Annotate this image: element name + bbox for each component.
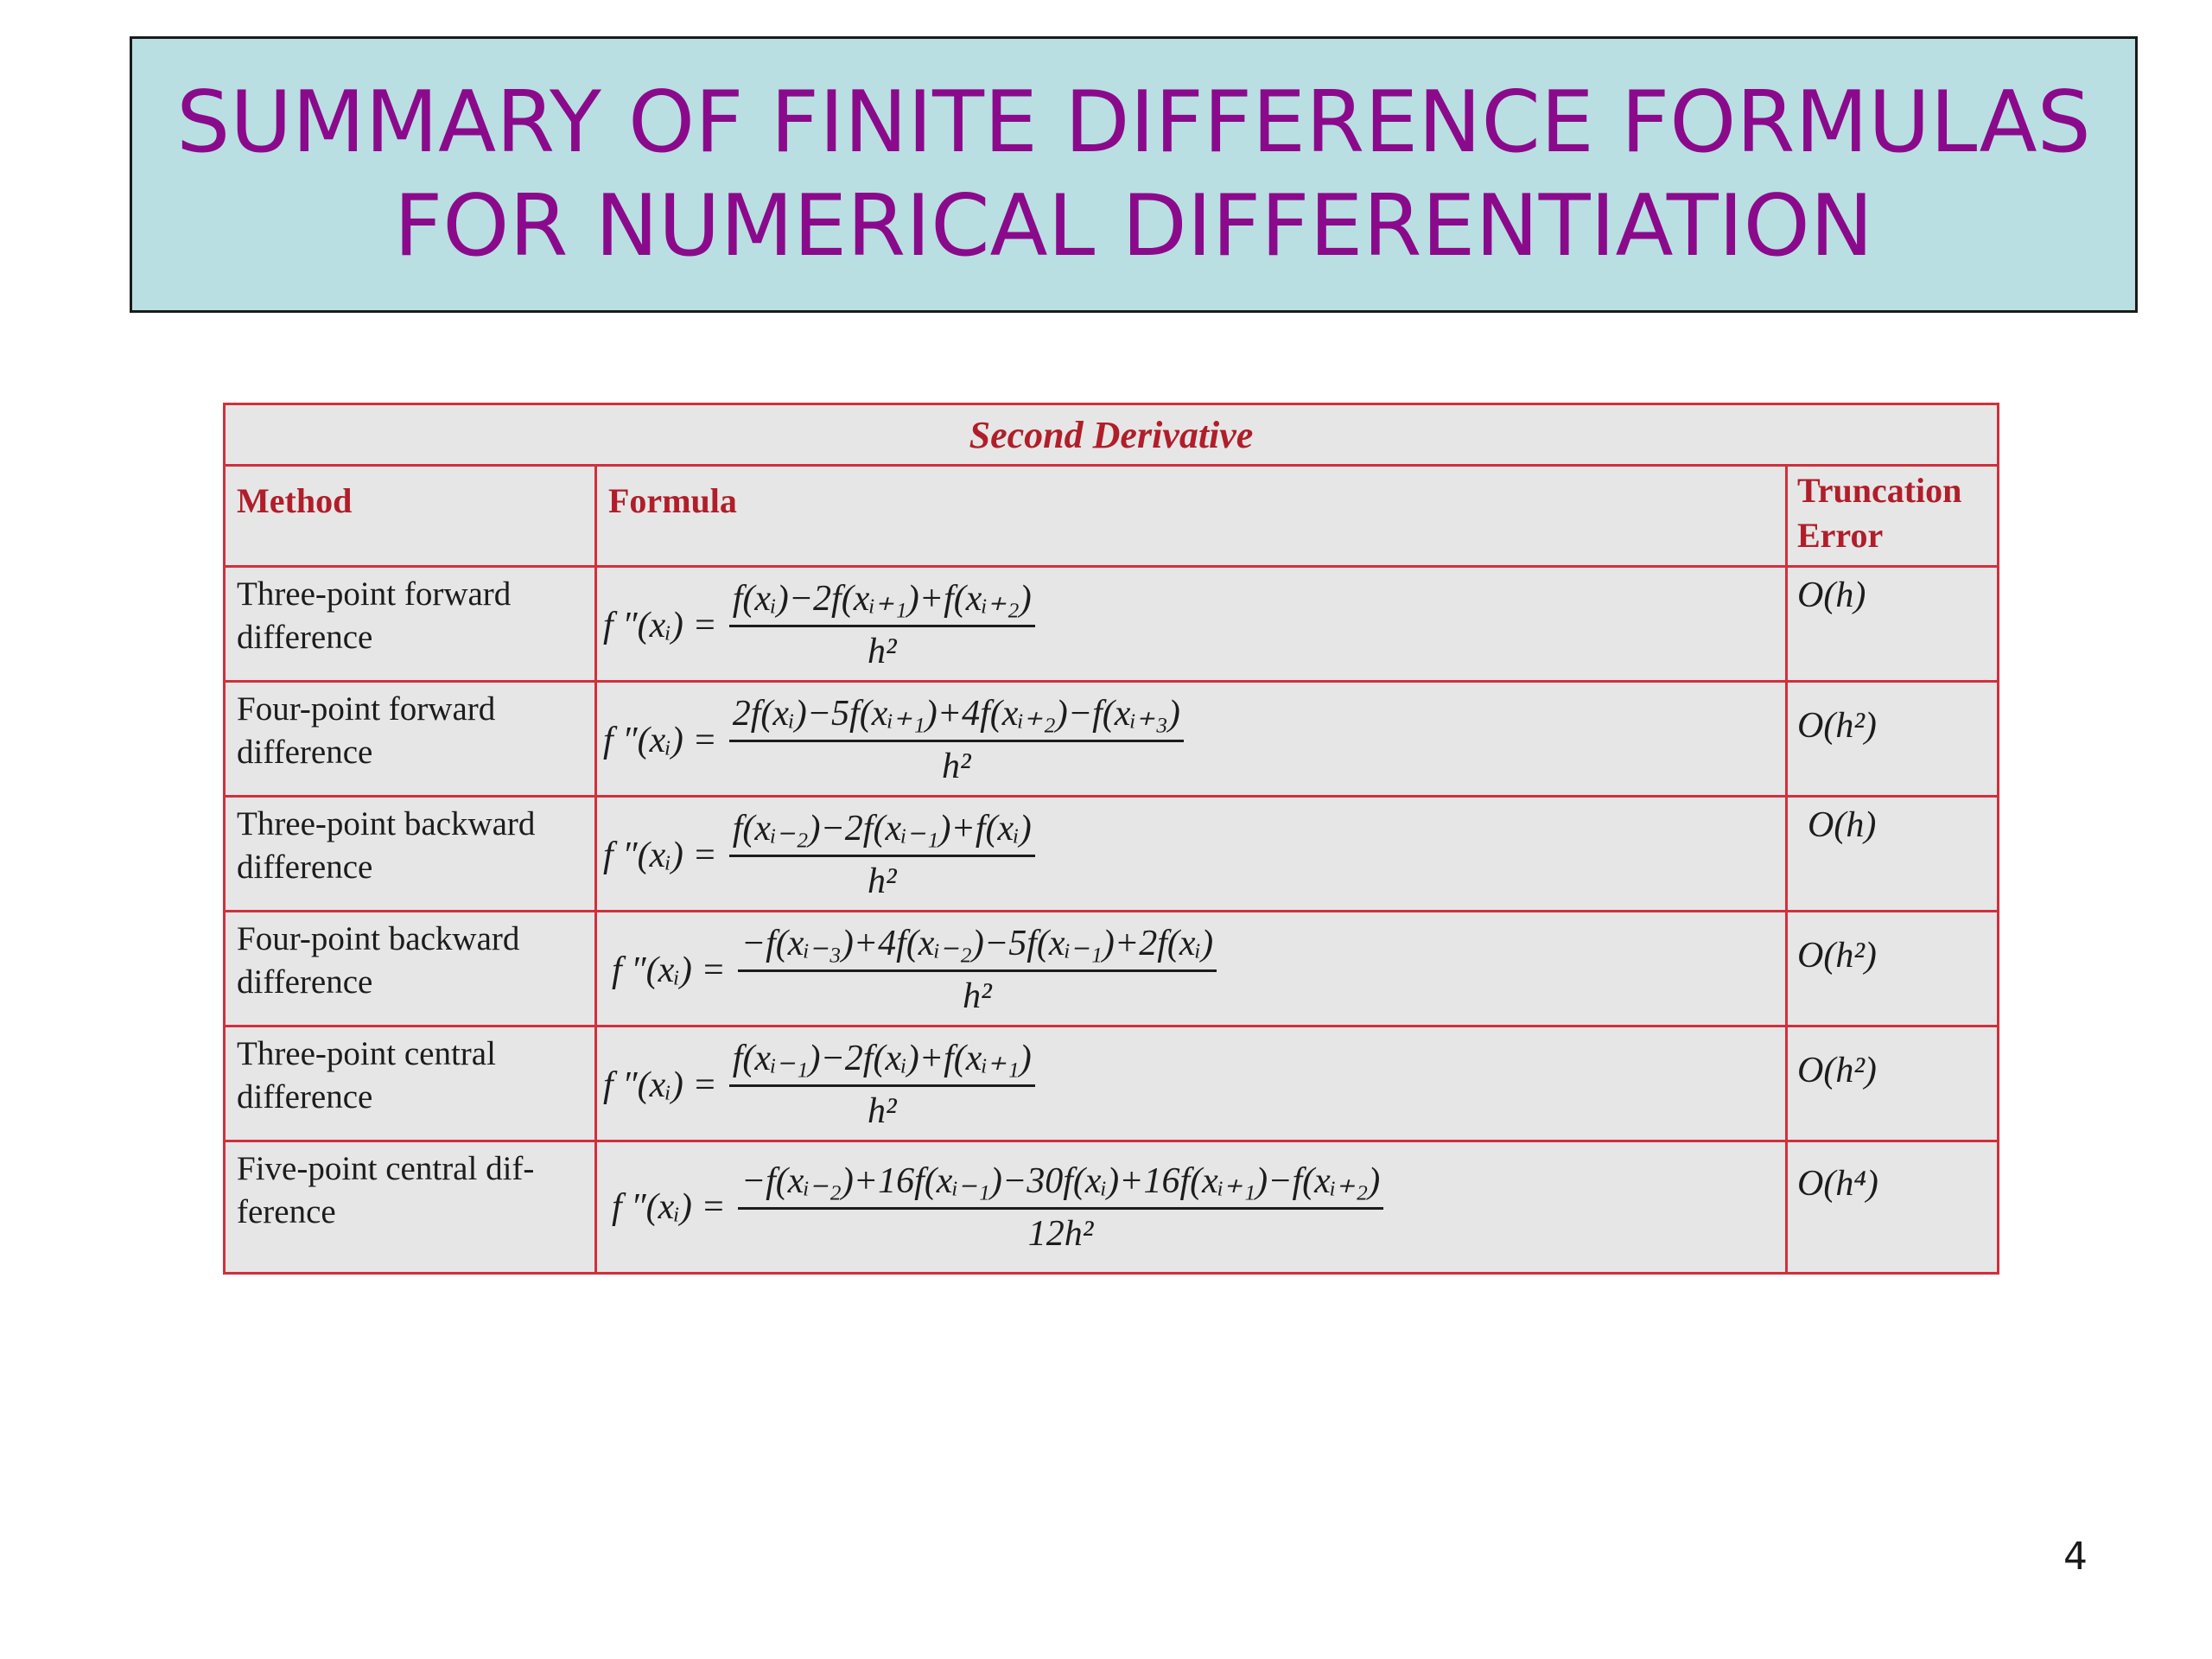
table-caption: Second Derivative <box>969 414 1254 456</box>
title-box <box>130 36 2138 313</box>
formula-denominator: h² <box>963 976 992 1016</box>
table-rule <box>223 1272 1999 1274</box>
truncation-error: O(h) <box>1797 575 1866 615</box>
method-cell <box>237 1033 591 1119</box>
method-line: Three-point backward <box>237 805 536 842</box>
formula-numerator: f(xᵢ)−2f(xᵢ₊₁)+f(xᵢ₊₂) <box>729 576 1035 627</box>
method-line: Three-point central <box>237 1035 496 1072</box>
formula-lhs: f ″(xᵢ) = <box>612 950 726 990</box>
truncation-error: O(h⁴) <box>1797 1164 1878 1204</box>
formula-fraction <box>729 1036 1035 1134</box>
formula-denominator: h² <box>867 632 897 671</box>
page-number: 4 <box>2063 1535 2088 1579</box>
second-derivative-table <box>223 403 1999 1275</box>
formula-lhs: f ″(xᵢ) = <box>603 720 717 760</box>
method-line: difference <box>237 619 373 656</box>
formula-lhs: f ″(xᵢ) = <box>603 1065 717 1105</box>
table-rule <box>223 403 1999 405</box>
method-cell <box>237 688 591 774</box>
formula-numerator: −f(xᵢ₋₃)+4f(xᵢ₋₂)−5f(xᵢ₋₁)+2f(xᵢ) <box>738 921 1217 972</box>
formula-lhs: f ″(xᵢ) = <box>603 605 717 645</box>
table-row <box>223 1142 1999 1272</box>
truncation-error: O(h²) <box>1797 706 1877 746</box>
formula-numerator: 2f(xᵢ)−5f(xᵢ₊₁)+4f(xᵢ₊₂)−f(xᵢ₊₃) <box>729 691 1184 742</box>
formula-denominator: h² <box>942 747 971 786</box>
formula-cell <box>612 1142 1383 1272</box>
formula-lhs: f ″(xᵢ) = <box>603 835 717 875</box>
method-line: difference <box>237 849 373 886</box>
truncation-error: O(h²) <box>1797 1051 1877 1090</box>
formula-fraction <box>729 806 1035 904</box>
header-error-line1: Truncation <box>1797 471 1962 510</box>
formula-denominator: h² <box>867 861 897 901</box>
formula-denominator: h² <box>867 1091 897 1131</box>
formula-cell <box>612 912 1217 1027</box>
title-line-2: FOR NUMERICAL DIFFERENTIATION <box>393 177 1874 276</box>
formula-numerator: f(xᵢ₋₂)−2f(xᵢ₋₁)+f(xᵢ) <box>729 806 1035 857</box>
method-line: Three-point forward <box>237 575 512 613</box>
table-row <box>223 912 1999 1027</box>
method-cell <box>237 803 591 889</box>
table-row <box>223 1027 1999 1142</box>
header-method: Method <box>237 481 353 520</box>
method-cell <box>237 1147 591 1234</box>
method-line: difference <box>237 1078 373 1116</box>
formula-cell <box>603 1027 1035 1142</box>
table-rule <box>223 464 1999 467</box>
method-line: Five-point central dif- <box>237 1150 535 1187</box>
table-row <box>223 568 1999 683</box>
method-cell <box>237 918 591 1004</box>
header-error-line2: Error <box>1797 516 1884 555</box>
formula-lhs: f ″(xᵢ) = <box>612 1187 726 1227</box>
method-line: difference <box>237 963 373 1001</box>
formula-denominator: 12h² <box>1027 1213 1094 1254</box>
formula-fraction <box>738 921 1217 1019</box>
table-row <box>223 798 1999 912</box>
method-line: Four-point backward <box>237 920 520 957</box>
method-line: ference <box>237 1193 336 1230</box>
formula-fraction <box>738 1159 1383 1256</box>
method-cell <box>237 573 591 659</box>
method-line: difference <box>237 734 373 771</box>
title-line-1: SUMMARY OF FINITE DIFFERENCE FORMULAS <box>176 73 2091 172</box>
truncation-error: O(h²) <box>1797 936 1877 976</box>
header-formula: Formula <box>608 481 737 520</box>
truncation-error: O(h) <box>1808 805 1877 845</box>
formula-fraction <box>729 576 1035 674</box>
formula-cell <box>603 798 1035 912</box>
formula-cell <box>603 568 1035 683</box>
formula-fraction <box>729 691 1184 789</box>
formula-cell <box>603 683 1184 798</box>
formula-numerator: −f(xᵢ₋₂)+16f(xᵢ₋₁)−30f(xᵢ)+16f(xᵢ₊₁)−f(xᵢ₊₂) <box>738 1159 1383 1210</box>
method-line: Four-point forward <box>237 690 496 728</box>
formula-numerator: f(xᵢ₋₁)−2f(xᵢ)+f(xᵢ₊₁) <box>729 1036 1035 1087</box>
table-row <box>223 683 1999 798</box>
